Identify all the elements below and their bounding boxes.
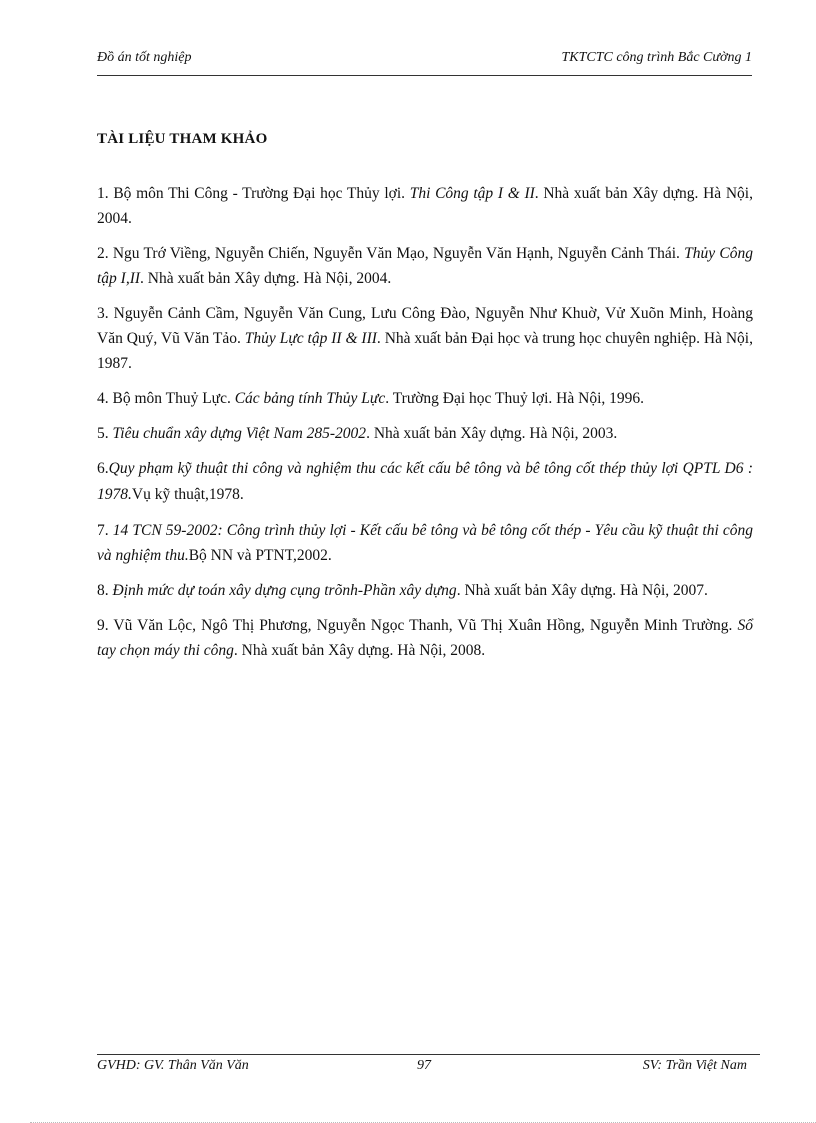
reference-publisher: . Nhà xuất bản Xây dựng. Hà Nội, 2003. — [366, 425, 618, 442]
page-title: TÀI LIỆU THAM KHẢO — [97, 131, 268, 147]
reference-item — [97, 613, 753, 663]
reference-title: Định mức dự toán xây dựng cụng trõnh-Phần xây dựng — [112, 582, 457, 599]
reference-item — [97, 421, 753, 446]
footer-advisor: GVHD: GV. Thân Văn Văn — [97, 1058, 249, 1073]
footer-divider — [97, 1054, 760, 1055]
reference-item — [97, 456, 753, 508]
reference-text: 2. Ngu Trớ Viềng, Nguyễn Chiến, Nguyễn Văn Mạo, Nguyễn Văn Hạnh, Nguyễn Cảnh Thái. — [97, 245, 685, 262]
reference-title: Sổ tay chọn máy thi công — [97, 617, 753, 659]
reference-text: 5. — [97, 425, 113, 442]
header-left-text: Đồ án tốt nghiệp — [97, 50, 192, 65]
reference-publisher: . Nhà xuất bản Đại học và trung học chuyên nghiệp. Hà Nội, 1987. — [97, 330, 753, 372]
reference-item — [97, 181, 753, 231]
reference-publisher: . Trường Đại học Thuỷ lợi. Hà Nội, 1996. — [385, 390, 644, 407]
reference-text: 6. — [97, 460, 109, 477]
footer-student: SV: Trần Việt Nam — [642, 1058, 747, 1073]
reference-item — [97, 578, 753, 603]
reference-item — [97, 386, 753, 411]
reference-text: 7. — [97, 522, 113, 539]
reference-item — [97, 518, 753, 568]
reference-text: 8. — [97, 582, 113, 599]
reference-title: Thủy Lực tập II & III — [244, 330, 377, 347]
reference-text: 9. Vũ Văn Lộc, Ngô Thị Phương, Nguyễn Ngọc Thanh, Vũ Thị Xuân Hồng, Nguyễn Minh Trường. — [97, 617, 738, 634]
reference-list — [97, 181, 753, 673]
reference-item — [97, 301, 753, 376]
reference-title: 14 TCN 59-2002: Công trình thủy lợi - Kết cấu bê tông và bê tông cốt thép - Yêu cầu kỹ thuật thi công và nghiệm thu. — [97, 522, 753, 564]
reference-title: Thi Công tập I & II — [409, 185, 535, 202]
page-number: 97 — [417, 1058, 431, 1073]
reference-publisher: . Nhà xuất bản Xây dựng. Hà Nội, 2004. — [97, 185, 753, 227]
reference-text: 1. Bộ môn Thi Công - Trường Đại học Thủy lợi. — [97, 185, 410, 202]
reference-title: Quy phạm kỹ thuật thi công và nghiệm thu các kết cấu bê tông và bê tông cốt thép thủy lợi QPTL D6 : 1978. — [97, 460, 753, 503]
reference-publisher: . Nhà xuất bản Xây dựng. Hà Nội, 2008. — [233, 642, 486, 659]
header-right-text: TKTCTC công trình Bắc Cường 1 — [561, 50, 752, 65]
reference-text: 3. Nguyễn Cảnh Cầm, Nguyễn Văn Cung, Lưu Công Đào, Nguyễn Như Khuờ, Vử Xuõn Minh, Hoàng Văn Quý, Vũ Văn Tảo. — [97, 305, 753, 347]
reference-title: Thủy Công tập I,II — [97, 245, 753, 287]
reference-publisher: Bộ NN và PTNT,2002. — [188, 547, 332, 564]
page-header — [97, 50, 752, 70]
reference-publisher: . Nhà xuất bản Xây dựng. Hà Nội, 2004. — [140, 270, 392, 287]
page-footer — [97, 1058, 747, 1078]
reference-publisher: Vụ kỹ thuật,1978. — [131, 486, 244, 503]
reference-publisher: . Nhà xuất bản Xây dựng. Hà Nội, 2007. — [456, 582, 708, 599]
reference-item — [97, 241, 753, 291]
reference-title: Các bảng tính Thủy Lực — [234, 390, 386, 407]
header-divider — [97, 75, 752, 76]
reference-text: 4. Bộ môn Thuỷ Lực. — [97, 390, 235, 407]
reference-title: Tiêu chuẩn xây dựng Việt Nam 285-2002 — [112, 425, 367, 442]
